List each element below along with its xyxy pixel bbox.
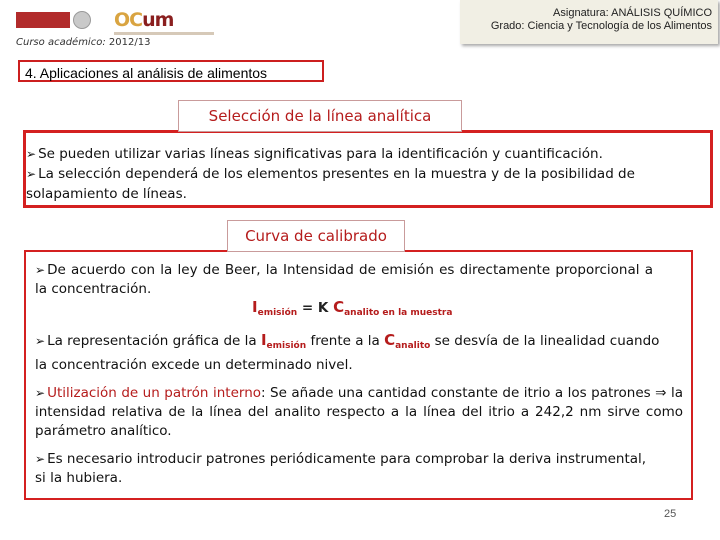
beer-formula: $I_{emisión} = K$ $C_{analito en la muestra}$: [252, 298, 453, 318]
seleccion-box: [23, 130, 713, 208]
subject-header: [460, 0, 718, 44]
seleccion-bullet-2-cont: solapamiento de líneas.: [26, 186, 187, 202]
seleccion-label: Selección de la línea analítica: [178, 100, 462, 132]
university-seal-icon: [73, 11, 91, 29]
arrow-bullet-icon: ➢: [35, 263, 46, 277]
degree-line: Grado: Ciencia y Tecnología de los Alimentos: [490, 20, 712, 32]
seleccion-bullet-2: ➢ La selección dependerá de los elementos presentes en la muestra y de la posibilidad de: [26, 166, 635, 182]
subject-line: Asignatura: ANÁLISIS QUÍMICO: [553, 7, 712, 19]
ocw-logo-subline: [114, 32, 214, 35]
arrow-bullet-icon: ➢: [35, 386, 46, 400]
curva-bullet-1: ➢ De acuerdo con la ley de Beer, la Intensidad de emisión es directamente proporcional a la concentración.: [35, 262, 653, 297]
curva-bullet-4: ➢ Es necesario introducir patrones periódicamente para comprobar la deriva instrumental, si la hubiera.: [35, 451, 647, 486]
arrow-bullet-icon: ➢: [26, 147, 37, 161]
section-title: 4. Aplicaciones al análisis de alimentos: [18, 60, 324, 82]
university-logo: [16, 10, 106, 30]
arrow-bullet-icon: ➢: [35, 452, 46, 466]
curva-bullet-3: ➢ Utilización de un patrón interno: Se añade una cantidad constante de itrio a los patrones ⇒ la intensidad relativa de la línea del analito respecto a la línea del itrio a 242,2 nm sirve como parámetro analítico.: [35, 385, 684, 439]
ocw-um-logo: OCum: [114, 9, 174, 31]
curva-bullet-2: ➢ La representación gráfica de la $I_{emisión}$ frente a la $C_{analito}$ se desvía de la linealidad cuando la concentración excede un determinado nivel.: [35, 331, 660, 373]
course-year: Curso académico: 2012/13: [16, 37, 151, 48]
arrow-bullet-icon: ➢: [35, 334, 46, 348]
university-logo-mark: [16, 12, 70, 28]
page-number: 25: [664, 508, 677, 520]
curva-label: Curva de calibrado: [227, 220, 405, 252]
seleccion-bullet-1: ➢ Se pueden utilizar varias líneas significativas para la identificación y cuantificación.: [26, 146, 603, 162]
arrow-bullet-icon: ➢: [26, 167, 37, 181]
